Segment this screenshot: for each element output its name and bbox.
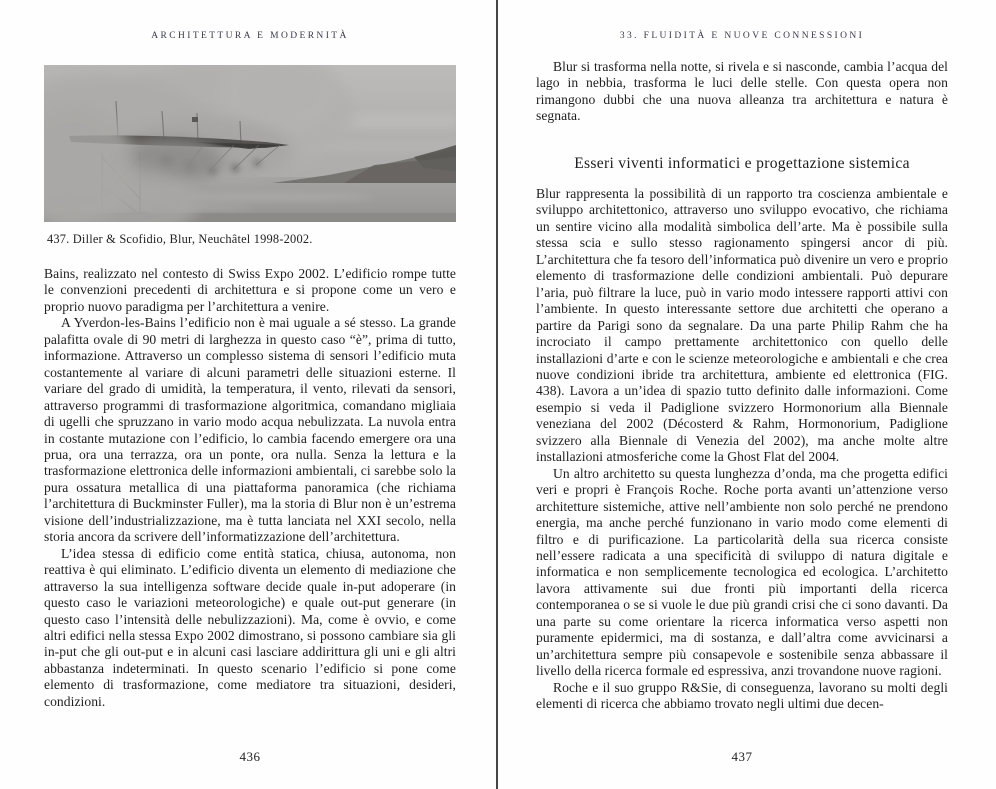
body-paragraph: Blur si trasforma nella notte, si rivela e si nasconde, cambia l’acqua del lago in nebbia, trasforma le luci delle stelle. Con questa opera non rimangono dubbi che una nuova alleanza tra architettura e natura è segnata. bbox=[536, 59, 948, 124]
right-page bbox=[536, 0, 948, 789]
blur-building-photo bbox=[44, 65, 456, 222]
book-gutter-line bbox=[496, 0, 498, 789]
body-paragraph: Un altro architetto su questa lunghezza d’onda, ma che progetta edifici veri e propri è François Roche. Roche porta avanti un’attenzione verso architetture sistemiche, attive nell’ambiente non solo perché ne prendono energia, ma anche perché funzionano in vario modo come elementi di filtro e di purificazione. La particolarità della sua ricerca consiste nell’essere radicata a una specificità di sviluppo di natura digitale e informatica e non semplicemente tecnologica ed ecologica. L’architetto lavora attivamente sui due fronti più importanti della ricerca contemporanea o se si vuole le due più grandi crisi che ci sono davanti. Da una parte su come orientare la ricerca informatica verso aspetti non puramente epidermici, ma di sostanza, e dall’altra come avvicinarsi a un’architettura sempre più consapevole e sostenibile senza abbassare il livello della ricerca formale ed espressiva, anzi trovandone nuove ragioni. bbox=[536, 465, 948, 679]
right-page-number: 437 bbox=[731, 749, 753, 764]
right-body-text bbox=[536, 186, 948, 713]
body-paragraph: A Yverdon-les-Bains l’edificio non è mai uguale a sé stesso. La grande palafitta ovale di 90 metri di larghezza in questo caso “è”, prima di tutto, informazione. Attraverso un complesso sistema di sensori l’edificio muta costantemente al variare di alcuni parametri delle situazioni esterne. Il variare del grado di umidità, la temperatura, il vento, rilevati da sensori, attraverso programmi di trasformazione algoritmica, comandano migliaia di ugelli che spruzzano in vario modo acqua nebulizzata. La nuvola entra in costante mutazione con l’edificio, lo cambia facendo emergere ora una prua, ora una terrazza, ora un ponte, ora nulla. Senza la lettura e la trasformazione elettronica delle informazioni ambientali, ci sarebbe solo la pura ossatura metallica di una piattaforma panoramica (che richiama l’architettura di Buckminster Fuller), ma la storia di Blur non è un’estrema visione dell’industrializzazione, ma è tutta lanciata nel XXI secolo, nella storia ancora da scrivere dell’informatizzazione dell’architettura. bbox=[44, 315, 456, 545]
body-paragraph: Blur rappresenta la possibilità di un rapporto tra coscienza ambientale e sviluppo architettonico, attraverso uno sviluppo evocativo, che richiama un sentire vicino alla modalità simbolica dell’arte. Ma è possibile sulla stessa scia e sullo stesso ragionamento spingersi ancor di più. L’architettura che fa tesoro dell’informatica può divenire un vero e proprio elemento di trasformazione delle condizioni ambientali. Può depurare l’aria, può filtrare la luce, può in vario modo intessere rapporti attivi con l’ambiente. In questo interessante settore due architetti che operano a partire da Parigi sono da segnalare. Da una parte Philip Rahm che ha incrociato il campo prettamente architettonico con quello delle installazioni d’arte e con le scienze meteorologiche e ambientali e che crea nuove condizioni ibride tra architettura, ambiente ed elettronica (FIG. 438). Lavora a un’idea di spazio tutto definito dalle informazioni. Come esempio si veda il Padiglione svizzero Hormonorium alla Biennale veneziana del 2002 (Décosterd & Rahm, Hormonorium, Padiglione svizzero alla Biennale di Venezia del 2002), ma anche molte altre installazioni atmosferiche come la Ghost Flat del 2004. bbox=[536, 186, 948, 465]
body-paragraph: L’idea stessa di edificio come entità statica, chiusa, autonoma, non reattiva è qui eliminato. L’edificio diventa un elemento di mediazione che attraverso la sua intelligenza software decide quale in-put adoperare (in questo caso le variazioni meteorologiche) e quale out-put generare (in questo caso l’intensità delle nebulizzazioni). Ma, come è ovvio, e come altri edifici nella stessa Expo 2002 dimostrano, si possono cambiare sia gli in-put che gli out-put e in alcuni casi lasciare addirittura gli uni e gli altri abbastanza indeterminati. In questo scenario l’edificio si pone come elemento di trasformazione, come mediatore tra situazioni, desideri, condizioni. bbox=[44, 545, 456, 709]
body-paragraph: Bains, realizzato nel contesto di Swiss Expo 2002. L’edificio rompe tutte le convenzioni precedenti di architettura e si propone come un vero e proprio nuovo paradigma per l’architettura a venire. bbox=[44, 266, 456, 314]
figure-437 bbox=[44, 65, 456, 222]
body-paragraph: Roche e il suo gruppo R&Sie, di conseguenza, lavorano su molti degli elementi di ricerca che abbiamo trovato negli ultimi due decen- bbox=[536, 679, 948, 712]
left-page bbox=[44, 0, 456, 789]
right-running-head: 33. FLUIDITÀ E NUOVE CONNESSIONI bbox=[619, 31, 865, 41]
right-intro-text bbox=[536, 59, 948, 125]
figure-caption: 437. Diller & Scofidio, Blur, Neuchâtel 1998-2002. bbox=[47, 232, 313, 246]
left-running-head: ARCHITETTURA E MODERNITÀ bbox=[151, 31, 349, 41]
left-page-number: 436 bbox=[239, 749, 261, 764]
left-body-text bbox=[44, 266, 456, 710]
section-heading: Esseri viventi informatici e progettazione sistemica bbox=[574, 155, 910, 172]
